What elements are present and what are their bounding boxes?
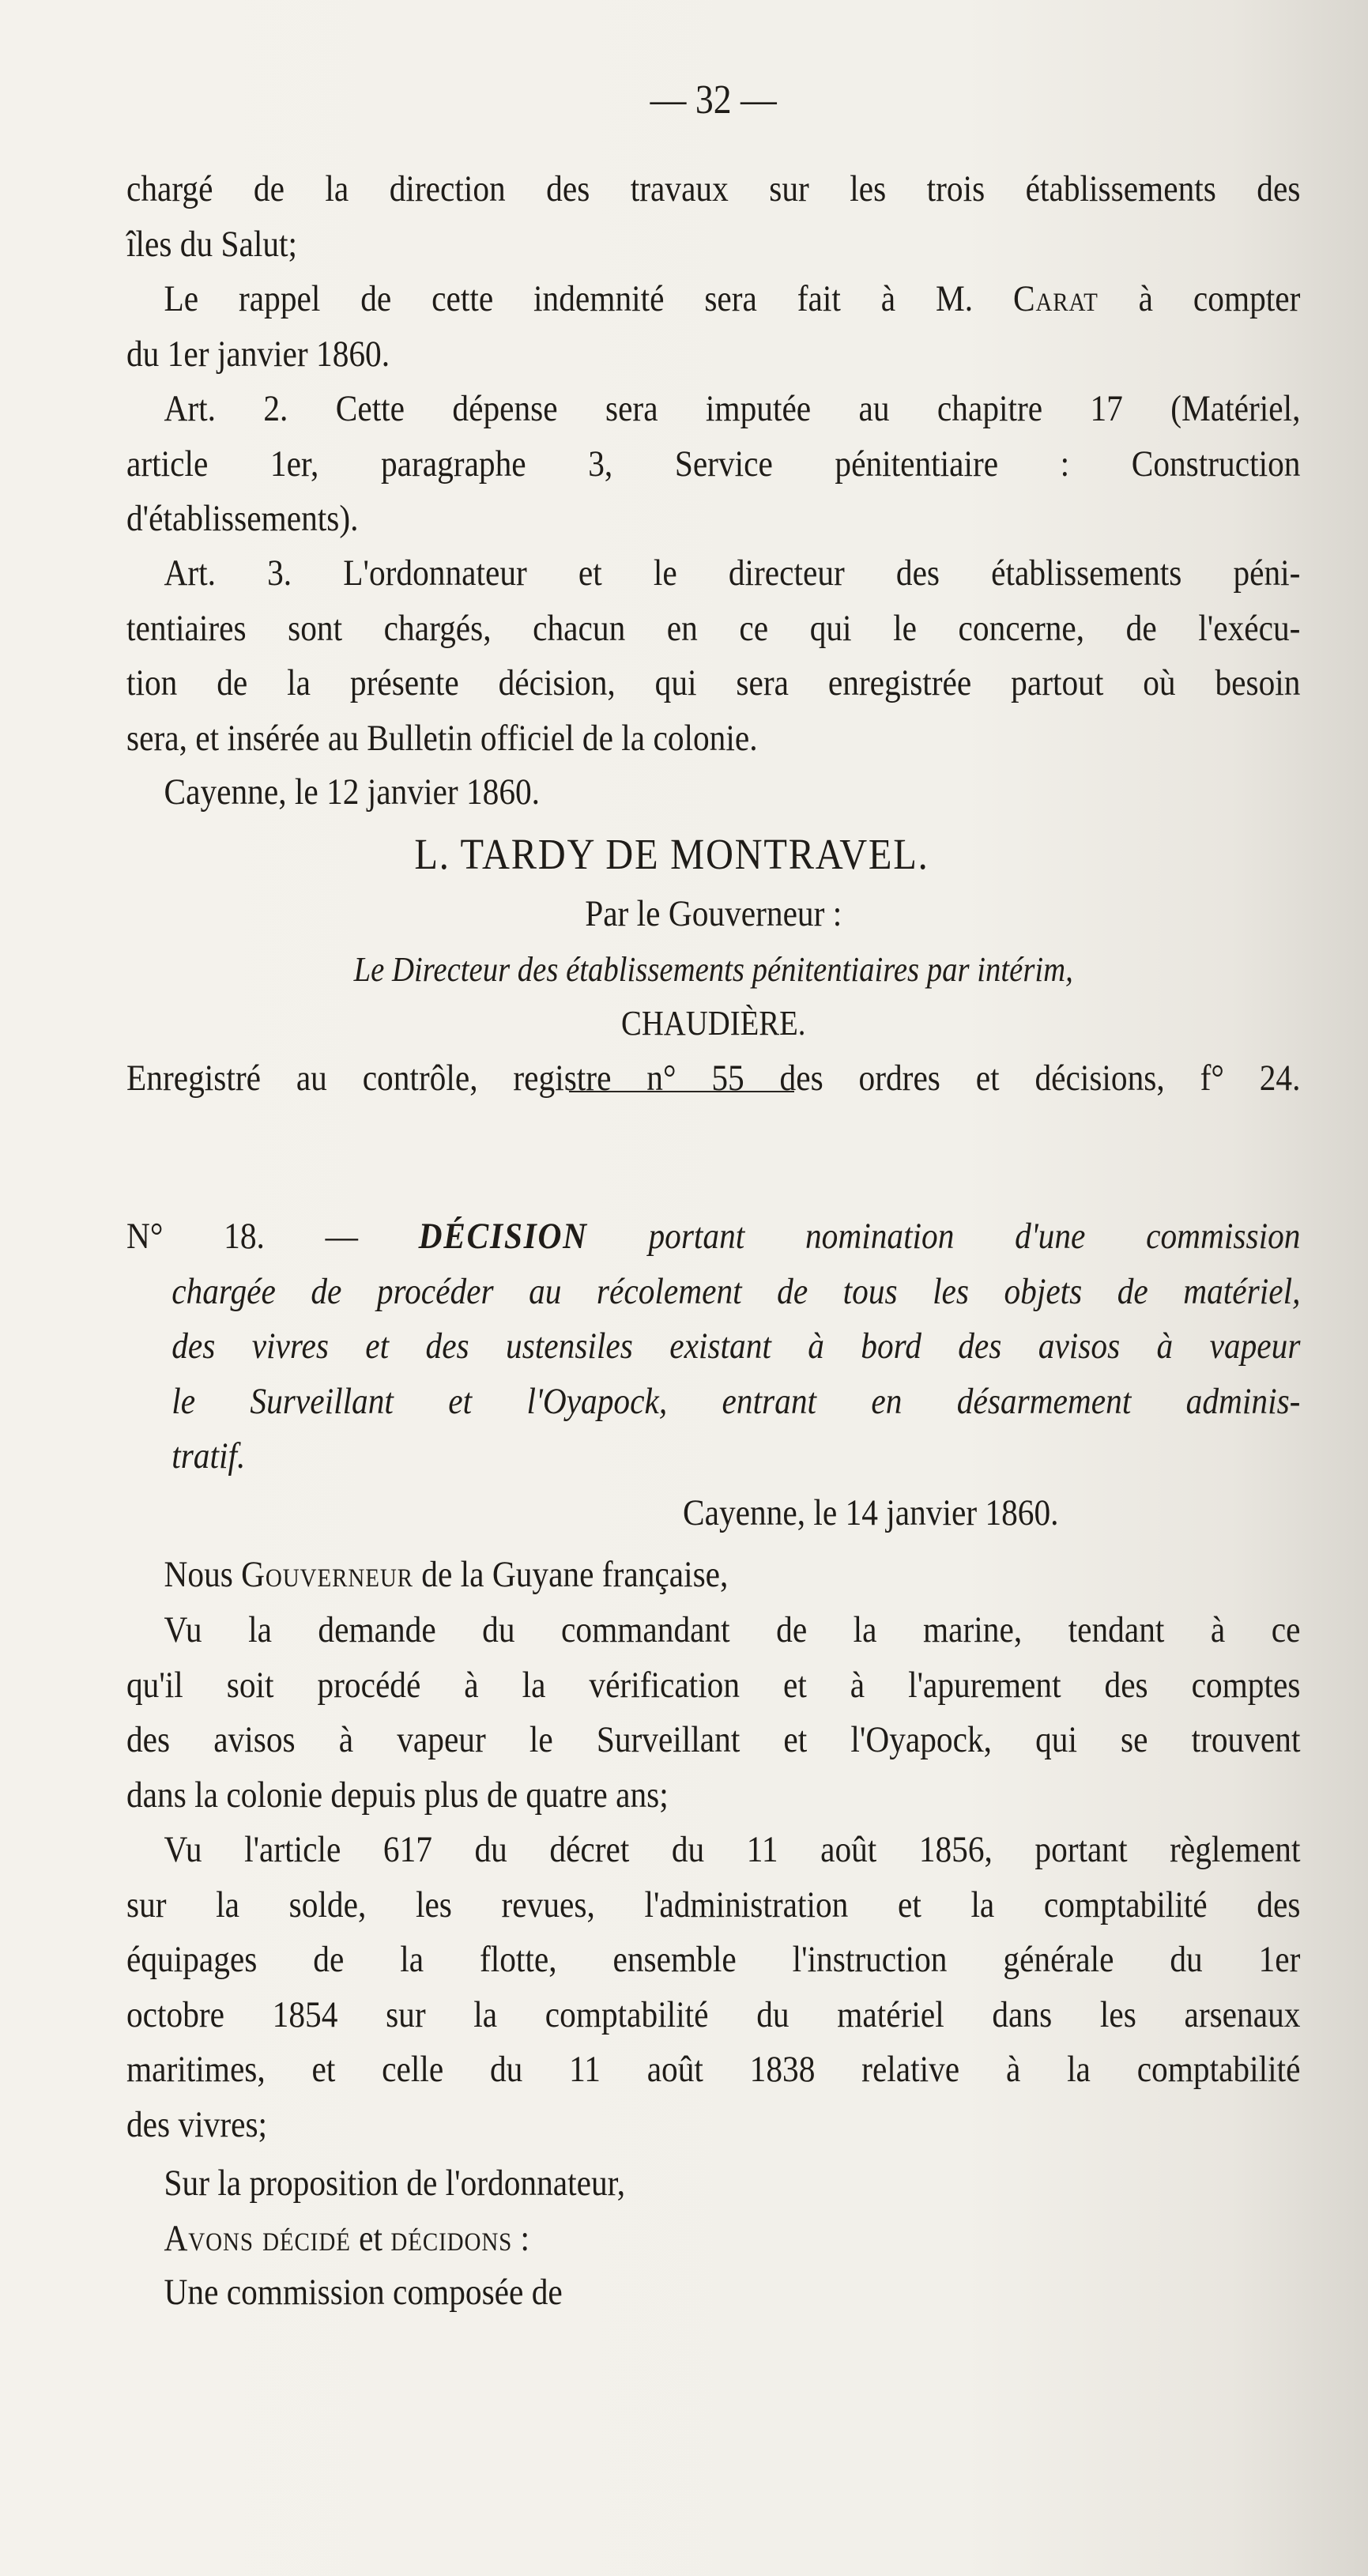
text-span: Gouverneur (241, 1554, 413, 1595)
intro-paragraph (126, 162, 1300, 272)
vu-article (126, 1823, 1300, 2152)
text-span: à compter (1098, 278, 1301, 319)
decision-heading (126, 1209, 1300, 1484)
text-span: portant nomination d'une commission (587, 1216, 1301, 1257)
text-line: équipages de la flotte, ensemble l'instruction générale du 1er (126, 1939, 1301, 1980)
text-line: Enregistré au contrôle, registre n° 55 des ordres et décisions, f° 24. (126, 1058, 1301, 1099)
text-line: Une commission composée de (164, 2272, 563, 2313)
directeur-line: Le Directeur des établissements pénitentiaires par intérim, (353, 950, 1073, 989)
text-span: Avons décidé (164, 2218, 351, 2259)
text-line: tion de la présente décision, qui sera enregistrée partout où besoin (126, 662, 1301, 703)
rappel-paragraph (126, 272, 1300, 382)
text-line: sur la solde, les revues, l'administration et la comptabilité des (126, 1884, 1301, 1925)
par-le-gouverneur: Par le Gouverneur : (585, 893, 842, 934)
text-line: Vu la demande du commandant de la marine, tendant à ce (164, 1609, 1301, 1650)
text-line: d'établissements). (126, 498, 359, 539)
text-span: : (512, 2218, 530, 2259)
text-span: décidons (390, 2218, 513, 2259)
text-line: qu'il soit procédé à la vérification et à l'apurement des comptes (126, 1664, 1301, 1706)
text-line: article 1er, paragraphe 3, Service pénitentiaire : Construction (126, 443, 1301, 485)
text-line: tentiaires sont chargés, chacun en ce qui le concerne, de l'exécu- (126, 607, 1301, 649)
enregistre-line (126, 1051, 1300, 1107)
text-line: Sur la proposition de l'ordonnateur, (164, 2163, 626, 2204)
text-line: îles du Salut; (126, 223, 297, 265)
text-span: et (350, 2218, 391, 2259)
avons-decide (126, 2212, 1300, 2267)
decision-title-word: DÉCISION (418, 1216, 588, 1257)
nous-gouverneur (126, 1548, 1300, 1603)
text-span: Le rappel de cette indemnité sera fait à M. (164, 278, 1013, 319)
text-line: Art. 3. L'ordonnateur et le directeur des établissements péni- (164, 553, 1301, 594)
text-span: Nous (164, 1554, 242, 1595)
text-line: tratif. (171, 1435, 246, 1477)
text-line: des vivres; (126, 2103, 268, 2145)
text-line: le Surveillant et l'Oyapock, entrant en désarmement adminis- (171, 1380, 1301, 1422)
article-2 (126, 382, 1300, 547)
text-line: du 1er janvier 1860. (126, 333, 390, 375)
page-number: — 32 — (650, 77, 777, 123)
text-line: chargée de procéder au récolement de tous les objets de matériel, (171, 1270, 1301, 1312)
decision-date: Cayenne, le 14 janvier 1860. (683, 1492, 1059, 1533)
text-line: chargé de la direction des travaux sur les trois établissements des (126, 168, 1301, 209)
text-line: Vu l'article 617 du décret du 11 août 1856, portant règlement (164, 1829, 1301, 1870)
signature-governor: L. TARDY DE MONTRAVEL. (414, 830, 929, 878)
name-carat: Carat (1012, 278, 1099, 319)
text-line: sera, et insérée au Bulletin officiel de la colonie. (126, 717, 758, 759)
text-line: maritimes, et celle du 11 août 1838 relative à la comptabilité (126, 2049, 1301, 2090)
signature-chaudiere: CHAUDIÈRE. (621, 1004, 806, 1043)
une-commission (126, 2265, 1300, 2321)
sur-proposition (126, 2156, 1300, 2212)
text-line: octobre 1854 sur la comptabilité du matériel dans les arsenaux (126, 1993, 1301, 2035)
text-line: des vivres et des ustensiles existant à bord des avisos à vapeur (171, 1326, 1301, 1367)
text-span: de la Guyane française, (413, 1554, 729, 1595)
decision-number: N° 18. — (126, 1216, 419, 1257)
text-line: dans la colonie depuis plus de quatre ans; (126, 1774, 669, 1816)
place-date: Cayenne, le 12 janvier 1860. (164, 771, 541, 813)
section-divider (569, 1091, 794, 1092)
text-line: des avisos à vapeur le Surveillant et l'Oyapock, qui se trouvent (126, 1719, 1301, 1760)
article-3 (126, 546, 1300, 766)
vu-demande (126, 1603, 1300, 1823)
text-line: Art. 2. Cette dépense sera imputée au chapitre 17 (Matériel, (164, 388, 1301, 429)
